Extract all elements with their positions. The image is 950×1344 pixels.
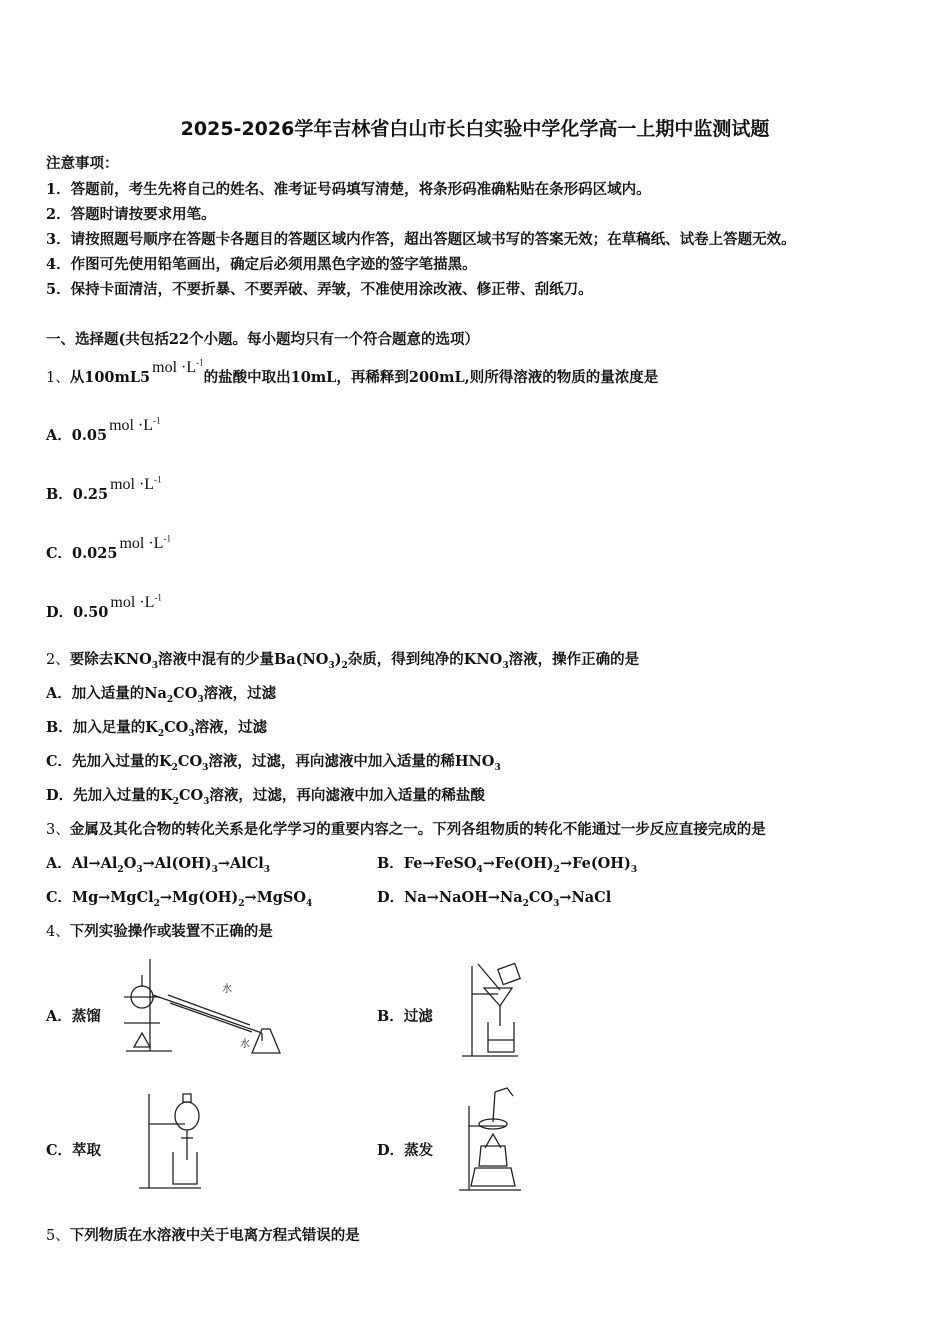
question-5: 5、下列物质在水溶液中关于电离方程式错误的是 xyxy=(46,1227,360,1244)
q2-option-c[interactable]: C．先加入过量的$K_2CO_3$溶液，过滤，再向滤液中加入适量的稀$HNO_3$ xyxy=(46,753,501,773)
q1-option-a[interactable]: A．$0.05mol \cdot L^{-1}$ xyxy=(46,415,161,444)
notice-item-5: 5．保持卡面清洁，不要折暴、不要弄破、弄皱，不准使用涂改液、修正带、刮纸刀。 xyxy=(46,281,593,298)
water-label: 水 xyxy=(222,984,232,995)
q4-option-a[interactable]: A．蒸馏 xyxy=(46,1008,101,1025)
unit-mol-per-liter: mol $\cdot L^{-1}$ xyxy=(110,592,162,611)
q2-option-d[interactable]: D．先加入过量的$K_2CO_3$溶液，过滤，再向滤液中加入适量的稀盐酸 xyxy=(46,787,485,807)
q2-option-b[interactable]: B．加入足量的$K_2CO_3$溶液，过滤 xyxy=(46,719,268,739)
notice-item-2: 2．答题时请按要求用笔。 xyxy=(46,206,216,223)
distillation-apparatus-image xyxy=(112,955,284,1057)
water-label: 水 xyxy=(240,1039,250,1050)
unit-mol-per-liter: mol $\cdot L^{-1}$ xyxy=(152,357,204,376)
unit-mol-per-liter: mol $\cdot L^{-1}$ xyxy=(109,415,161,434)
q4-option-b[interactable]: B．过滤 xyxy=(377,1008,433,1025)
question-3: 3、金属及其化合物的转化关系是化学学习的重要内容之一。下列各组物质的转化不能通过一步反应直接完成的是 xyxy=(46,821,766,838)
q2-option-a[interactable]: A．加入适量的$Na_2CO_3$溶液，过滤 xyxy=(46,685,277,705)
unit-mol-per-liter: mol $\cdot L^{-1}$ xyxy=(110,474,162,493)
q4-option-d[interactable]: D．蒸发 xyxy=(377,1142,434,1159)
unit-mol-per-liter: mol $\cdot L^{-1}$ xyxy=(119,533,171,552)
question-4: 4、下列实验操作或装置不正确的是 xyxy=(46,923,273,940)
extraction-apparatus-image xyxy=(135,1088,205,1192)
q3-option-d[interactable]: D．$Na\to NaOH\to Na_2CO_3\to NaCl$ xyxy=(377,889,612,909)
q4-option-c[interactable]: C．萃取 xyxy=(46,1142,102,1159)
notice-item-1: 1．答题前，考生先将自己的姓名、准考证号码填写清楚，将条形码准确粘贴在条形码区域内。 xyxy=(46,181,651,198)
q3-option-b[interactable]: B．$Fe\to FeSO_4\to Fe(OH)_2\to Fe(OH)_3$ xyxy=(377,855,638,875)
notice-item-3: 3．请按照题号顺序在答题卡各题目的答题区域内作答，超出答题区域书写的答案无效；在草稿纸、试卷上答题无效。 xyxy=(46,231,796,248)
question-1: 1、从$100mL5mol \cdot L^{-1}$的盐酸中取出10mL，再稀释到200mL,则所得溶液的物质的量浓度是 xyxy=(46,357,659,386)
question-number: 1、 xyxy=(46,370,70,386)
filtration-apparatus-image xyxy=(458,960,528,1060)
q1-option-b[interactable]: B．$0.25mol \cdot L^{-1}$ xyxy=(46,474,162,503)
q1-option-d[interactable]: D．$0.50mol \cdot L^{-1}$ xyxy=(46,592,162,621)
notice-heading: 注意事项： xyxy=(46,155,119,172)
q3-option-a[interactable]: A．$Al\to Al_2O_3\to Al(OH)_3\to AlCl_3$ xyxy=(46,855,271,875)
question-2: 2、要除去$KNO_3$溶液中混有的少量$Ba(NO_3)_2$杂质，得到纯净的$KNO_3$溶液，操作正确的是 xyxy=(46,651,640,671)
evaporation-apparatus-image xyxy=(455,1086,525,1194)
notice-item-4: 4．作图可先使用铅笔画出，确定后必须用黑色字迹的签字笔描黑。 xyxy=(46,256,477,273)
section-heading: 一、选择题(共包括22个小题。每小题均只有一个符合题意的选项） xyxy=(46,331,480,348)
q1-option-c[interactable]: C．$0.025mol \cdot L^{-1}$ xyxy=(46,533,171,562)
page-title: 2025-2026学年吉林省白山市长白实验中学化学高一上期中监测试题 xyxy=(180,118,770,140)
q3-option-c[interactable]: C．$Mg\to MgCl_2\to Mg(OH)_2\to MgSO_4$ xyxy=(46,889,313,909)
